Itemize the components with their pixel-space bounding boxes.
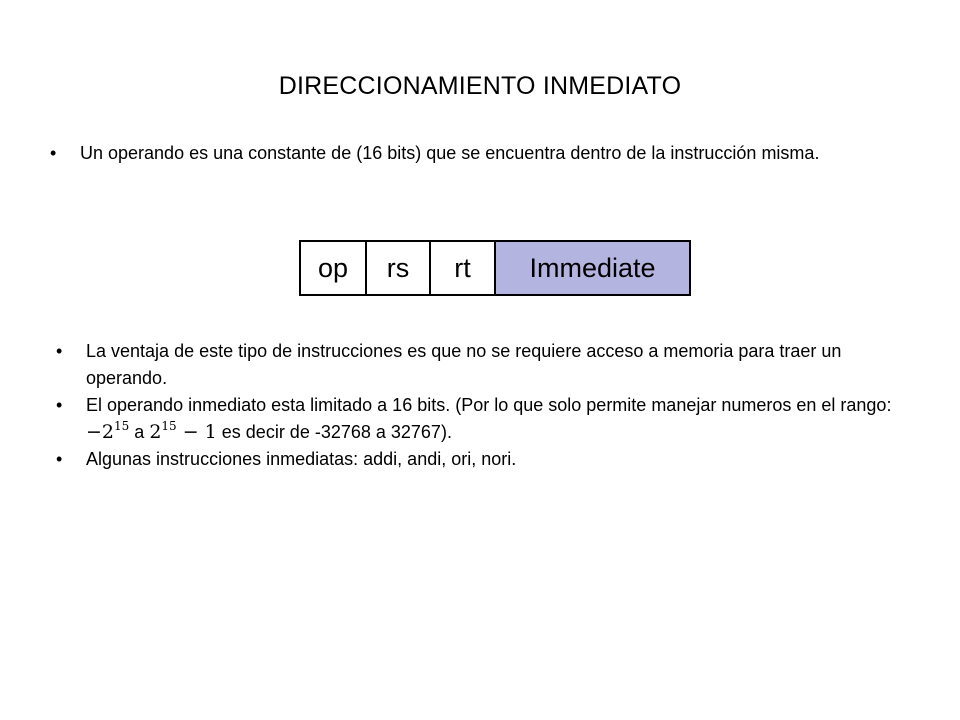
limit-text-start: El operando inmediato esta limitado a 16 bits. (Por lo que solo permite manejar numeros en el rango:	[86, 395, 892, 415]
bullet-icon: •	[56, 341, 63, 361]
bullet-icon: •	[50, 143, 57, 163]
intro-text: Un operando es una constante de (16 bits) que se encuentra dentro de la instrucción misma.	[80, 143, 820, 163]
field-label: rs	[386, 252, 410, 283]
bullet-icon: •	[56, 449, 63, 469]
list-item	[50, 140, 830, 167]
range-connector: a	[129, 422, 150, 442]
details-list	[56, 338, 916, 473]
examples-text: Algunas instrucciones inmediatas: addi, andi, ori, nori.	[86, 449, 517, 469]
slide-title: DIRECCIONAMIENTO INMEDIATO	[278, 72, 682, 100]
list-item	[56, 338, 916, 392]
limit-text-end: es decir de -32768 a 32767).	[216, 422, 452, 442]
field-label: rt	[454, 252, 471, 283]
intro-list	[50, 140, 830, 167]
field-rt	[431, 242, 496, 294]
range-max-expression: $2^{15} - 1$	[149, 419, 217, 443]
field-op	[301, 242, 367, 294]
range-min-expression: $-2^{15}$	[86, 419, 130, 443]
field-immediate	[496, 242, 689, 294]
field-label: op	[317, 252, 349, 283]
advantage-text: La ventaja de este tipo de instrucciones es que no se requiere acceso a memoria para traer un operando.	[86, 341, 842, 388]
list-item	[56, 446, 916, 473]
field-rs	[367, 242, 431, 294]
field-label: Immediate	[529, 252, 656, 283]
bullet-icon: •	[56, 395, 63, 415]
list-item	[56, 392, 916, 446]
instruction-format-diagram	[299, 240, 691, 296]
